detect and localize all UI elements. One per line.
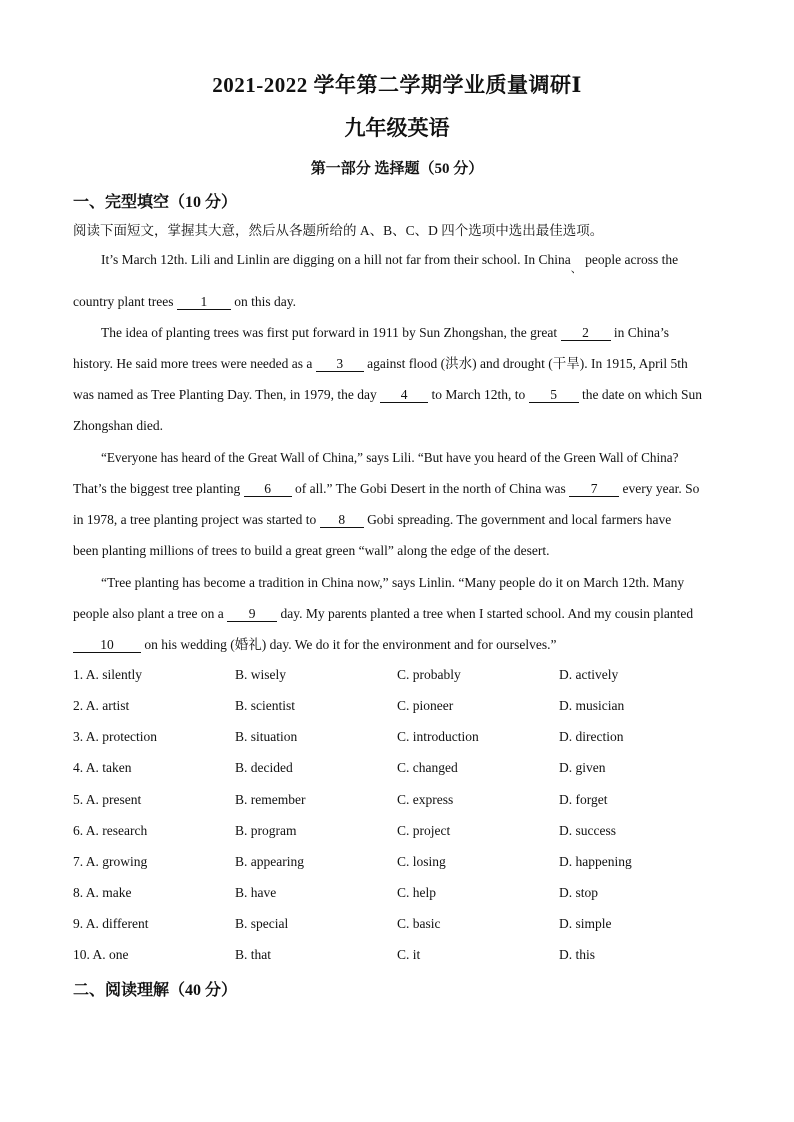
option-b: B. special (235, 916, 289, 931)
blank-7: 7 (569, 481, 619, 497)
option-a: 7. A. growing (73, 854, 148, 869)
option-d: D. given (559, 760, 606, 775)
instruction-text: 阅读下面短文，掌握其大意，然后从各题所给的 A、B、C、D 四个选项中选出最佳选项。 (73, 223, 604, 238)
passage-text: “Everyone has heard of the Great Wall of China,” says Lili. “But have you heard of the Green Wall of China? (101, 450, 679, 465)
option-c: C. changed (397, 760, 458, 775)
option-d: D. happening (559, 854, 632, 869)
passage-text: people across the (585, 252, 679, 267)
passage-line (73, 480, 721, 498)
passage-text: country plant trees (73, 294, 174, 309)
option-c: C. help (397, 885, 436, 900)
option-c: C. probably (397, 667, 461, 682)
passage-text: been planting millions of trees to build a great green “wall” along the edge of the desert. (73, 543, 550, 558)
passage-line (101, 251, 721, 275)
option-d: D. actively (559, 667, 619, 682)
passage-text: day. My parents planted a tree when I started school. And my cousin planted (280, 606, 694, 621)
passage-line (73, 355, 721, 373)
question-2-options (73, 698, 733, 716)
passage-line (73, 511, 721, 529)
option-c: C. basic (397, 916, 441, 931)
section-heading-reading: 二、阅读理解（40 分） (73, 982, 238, 999)
passage-text: It’s March 12th. Lili and Linlin are digging on a hill not far from their school. In China (101, 252, 571, 267)
exam-subtitle: 九年级英语 (344, 116, 450, 140)
passage-text: every year. So (622, 481, 700, 496)
option-c: C. introduction (397, 729, 479, 744)
question-1-options (73, 667, 733, 685)
option-c: C. pioneer (397, 698, 454, 713)
passage-text: on this day. (234, 294, 296, 309)
exam-title: 2021-2022 学年第二学期学业质量调研Ⅰ (212, 73, 582, 97)
blank-5: 5 (529, 387, 579, 403)
passage-line (73, 386, 721, 404)
option-a: 9. A. different (73, 916, 149, 931)
passage-text: That’s the biggest tree planting (73, 481, 241, 496)
option-c: C. it (397, 947, 421, 962)
passage-text: the date on which Sun (581, 387, 702, 402)
option-b: B. decided (235, 760, 293, 775)
option-b: B. that (235, 947, 271, 962)
option-b: B. remember (235, 792, 306, 807)
blank-4: 4 (380, 387, 428, 403)
blank-2: 2 (561, 325, 611, 341)
passage-text: against flood (洪水) and drought (干旱). In 1915, April 5th (367, 356, 688, 371)
passage-line (101, 449, 721, 467)
blank-1: 1 (177, 294, 231, 310)
option-b: B. situation (235, 729, 298, 744)
option-d: D. musician (559, 698, 625, 713)
option-b: B. appearing (235, 854, 304, 869)
passage-text: was named as Tree Planting Day. Then, in 1979, the day (73, 387, 377, 402)
option-d: D. stop (559, 885, 599, 900)
blank-10: 10 (73, 637, 141, 653)
option-c: C. project (397, 823, 451, 838)
passage-text: The idea of planting trees was first put forward in 1911 by Sun Zhongshan, the great (101, 325, 558, 340)
passage-text: in China’s (613, 325, 670, 340)
passage-text: Gobi spreading. The government and local farmers have (367, 512, 672, 527)
passage-text: to March 12th, to (431, 387, 526, 402)
option-d: D. forget (559, 792, 608, 807)
passage-line (101, 574, 721, 592)
option-a: 5. A. present (73, 792, 142, 807)
option-b: B. scientist (235, 698, 295, 713)
comma-mark: 、 (570, 263, 582, 275)
passage-text: in 1978, a tree planting project was started to (73, 512, 317, 527)
passage-line (73, 542, 721, 560)
blank-3: 3 (316, 356, 364, 372)
option-a: 4. A. taken (73, 760, 132, 775)
passage-text: people also plant a tree on a (73, 606, 224, 621)
section-heading-cloze: 一、完型填空（10 分） (73, 194, 238, 211)
passage-line (73, 417, 721, 435)
option-a: 2. A. artist (73, 698, 130, 713)
option-a: 3. A. protection (73, 729, 157, 744)
question-9-options (73, 916, 733, 934)
option-a: 6. A. research (73, 823, 148, 838)
option-c: C. express (397, 792, 454, 807)
question-8-options (73, 885, 733, 903)
passage-text: “Tree planting has become a tradition in China now,” says Linlin. “Many people do it on March 12th. Many (101, 575, 685, 590)
passage-line (73, 293, 721, 311)
blank-6: 6 (244, 481, 292, 497)
option-d: D. simple (559, 916, 612, 931)
option-b: B. have (235, 885, 277, 900)
option-d: D. success (559, 823, 616, 838)
option-a: 1. A. silently (73, 667, 143, 682)
option-b: B. program (235, 823, 297, 838)
passage-text: Zhongshan died. (73, 418, 163, 433)
question-5-options (73, 792, 733, 810)
option-a: 10. A. one (73, 947, 129, 962)
question-7-options (73, 854, 733, 872)
question-3-options (73, 729, 733, 747)
option-a: 8. A. make (73, 885, 132, 900)
option-d: D. this (559, 947, 596, 962)
question-10-options (73, 947, 733, 965)
passage-text: on his wedding (婚礼) day. We do it for the environment and for ourselves.” (144, 637, 557, 652)
question-6-options (73, 823, 733, 841)
question-4-options (73, 760, 733, 778)
passage-line (101, 324, 721, 342)
passage-text: of all.” The Gobi Desert in the north of China was (294, 481, 566, 496)
passage-line (73, 636, 721, 654)
passage-line (73, 605, 721, 623)
part-heading: 第一部分 选择题（50 分） (310, 161, 484, 177)
blank-9: 9 (227, 606, 277, 622)
passage-text: history. He said more trees were needed as a (73, 356, 313, 371)
option-b: B. wisely (235, 667, 287, 682)
option-d: D. direction (559, 729, 624, 744)
option-c: C. losing (397, 854, 446, 869)
blank-8: 8 (320, 512, 364, 528)
